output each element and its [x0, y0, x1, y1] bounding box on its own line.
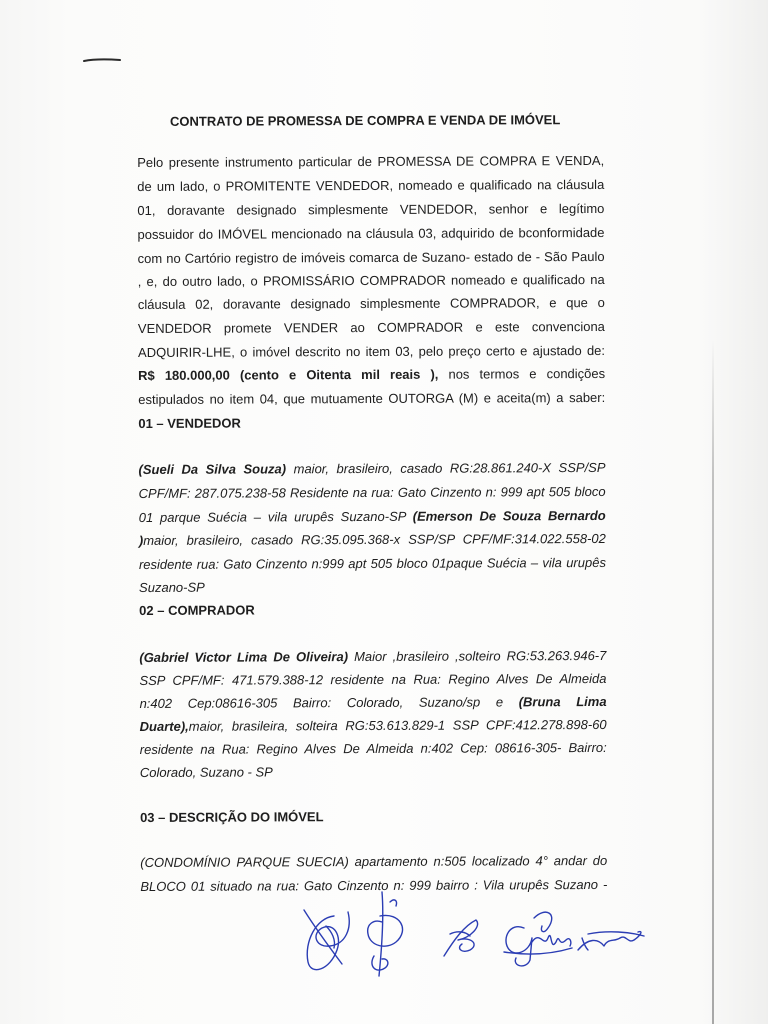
preamble-closing-line: estipulados no item 04, que mutuamente OUTORGA (M) e aceita(m) a saber:: [138, 389, 606, 407]
property-line-2: BLOCO 01 situado na rua: Gato Cinzento n: 999 bairro : Vila urupês Suzano -: [140, 876, 608, 894]
document-title: CONTRATO DE PROMESSA DE COMPRA E VENDA DE IMÓVEL: [169, 112, 561, 129]
property-line-1: (CONDOMÍNIO PARQUE SUECIA) apartamento n:505 localizado 4° andar do: [140, 852, 608, 870]
buyer-line-5: residente na Rua: Regino Alves De Almeida n:402 Cep: 08616-305- Bairro:: [139, 739, 607, 757]
seller-line-6: Suzano-SP: [139, 579, 205, 595]
seller-1-name: (Sueli Da Silva Souza): [138, 461, 287, 477]
seller-1-details: maior, brasileiro, casado RG:28.861.240-X SSP/SP: [293, 459, 606, 477]
seller-line-4: [139, 531, 606, 549]
seller-address-end: 01 parque Suécia – vila urupês Suzano-SP: [138, 508, 406, 525]
preamble-line-9: ADQUIRIR-LHE, o imóvel descrito no item 03, pelo preço certo e ajustado de:: [137, 342, 606, 360]
signature-1: [304, 910, 349, 970]
seller-2-details: maior, brasileiro, casado RG:35.095.368-x SSP/SP CPF/MF:314.022.558-02: [143, 530, 606, 548]
buyer-1-name: (Gabriel Victor Lima De Oliveira): [139, 649, 349, 665]
seller-2-name-end: ): [138, 532, 144, 548]
signature-3: [444, 920, 478, 956]
preamble-line-1: Pelo presente instrumento particular de PROMESSA DE COMPRA E VENDA,: [137, 152, 605, 170]
preamble-price-line: [138, 366, 605, 384]
seller-line-1: [138, 460, 605, 478]
buyer-2-name: (Bruna Lima: [518, 693, 607, 710]
buyer-line-1: [139, 648, 606, 666]
preamble-line-6: , e, do outro lado, o PROMISSÁRIO COMPRADOR nomeado e qualificado na: [137, 271, 605, 289]
signatures: [290, 886, 660, 990]
price-tail: nos termos e condições: [448, 365, 606, 382]
preamble-line-7: cláusula 02, doravante designado simplesmente COMPRADOR, e que o: [137, 294, 605, 312]
buyer-heading: 02 – COMPRADOR: [139, 602, 255, 618]
buyer-line-6: Colorado, Suzano - SP: [139, 764, 273, 780]
preamble-line-4: possuidor do IMÓVEL mencionado na cláusula 03, adquirido de bconformidade: [137, 224, 605, 242]
buyer-1-details: Maior ,brasileiro ,solteiro RG:53.263.946-7: [354, 647, 607, 665]
seller-2-name: (Emerson De Souza Bernardo: [412, 507, 606, 524]
signature-2: [368, 892, 403, 976]
seller-line-2: CPF/MF: 287.075.238-58 Residente na rua: Gato Cinzento n: 999 apt 505 bloco: [138, 483, 606, 501]
preamble-line-5: com no Cartório registro de imóveis comarca de Suzano- estado de - São Paulo: [137, 248, 605, 266]
signature-4: [504, 912, 572, 966]
preamble-line-3: 01, doravante designado simplesmente VENDEDOR, senhor e legítimo: [137, 200, 605, 218]
price-amount: R$ 180.000,00 (cento e Oitenta mil reais ),: [138, 366, 439, 383]
buyer-2-details: maior, brasileira, solteira RG:53.613.829-1 SSP CPF:412.278.898-60: [188, 716, 607, 734]
buyer-address: n:402 Cep:08616-305 Bairro: Colorado, Suzano/sp e: [139, 694, 504, 711]
preamble-line-8: VENDEDOR promete VENDER ao COMPRADOR e este convenciona: [137, 318, 605, 336]
buyer-2-name-end: Duarte),: [139, 718, 189, 734]
seller-line-5: residente rua: Gato Cinzento n:999 apt 505 bloco 01paque Suécia – vila urupês: [138, 554, 606, 572]
seller-line-3: [139, 508, 606, 526]
buyer-line-4: [140, 717, 607, 735]
buyer-line-2: SSP CPF/MF: 471.579.388-12 residente na Rua: Regino Alves De Almeida: [139, 670, 607, 688]
signature-5: [578, 932, 644, 950]
preamble-line-2: de um lado, o PROMITENTE VENDEDOR, nomeado e qualificado na cláusula: [137, 176, 605, 194]
buyer-line-3: [140, 694, 607, 712]
seller-heading: 01 – VENDEDOR: [138, 415, 241, 431]
property-heading: 03 – DESCRIÇÃO DO IMÓVEL: [140, 809, 324, 825]
